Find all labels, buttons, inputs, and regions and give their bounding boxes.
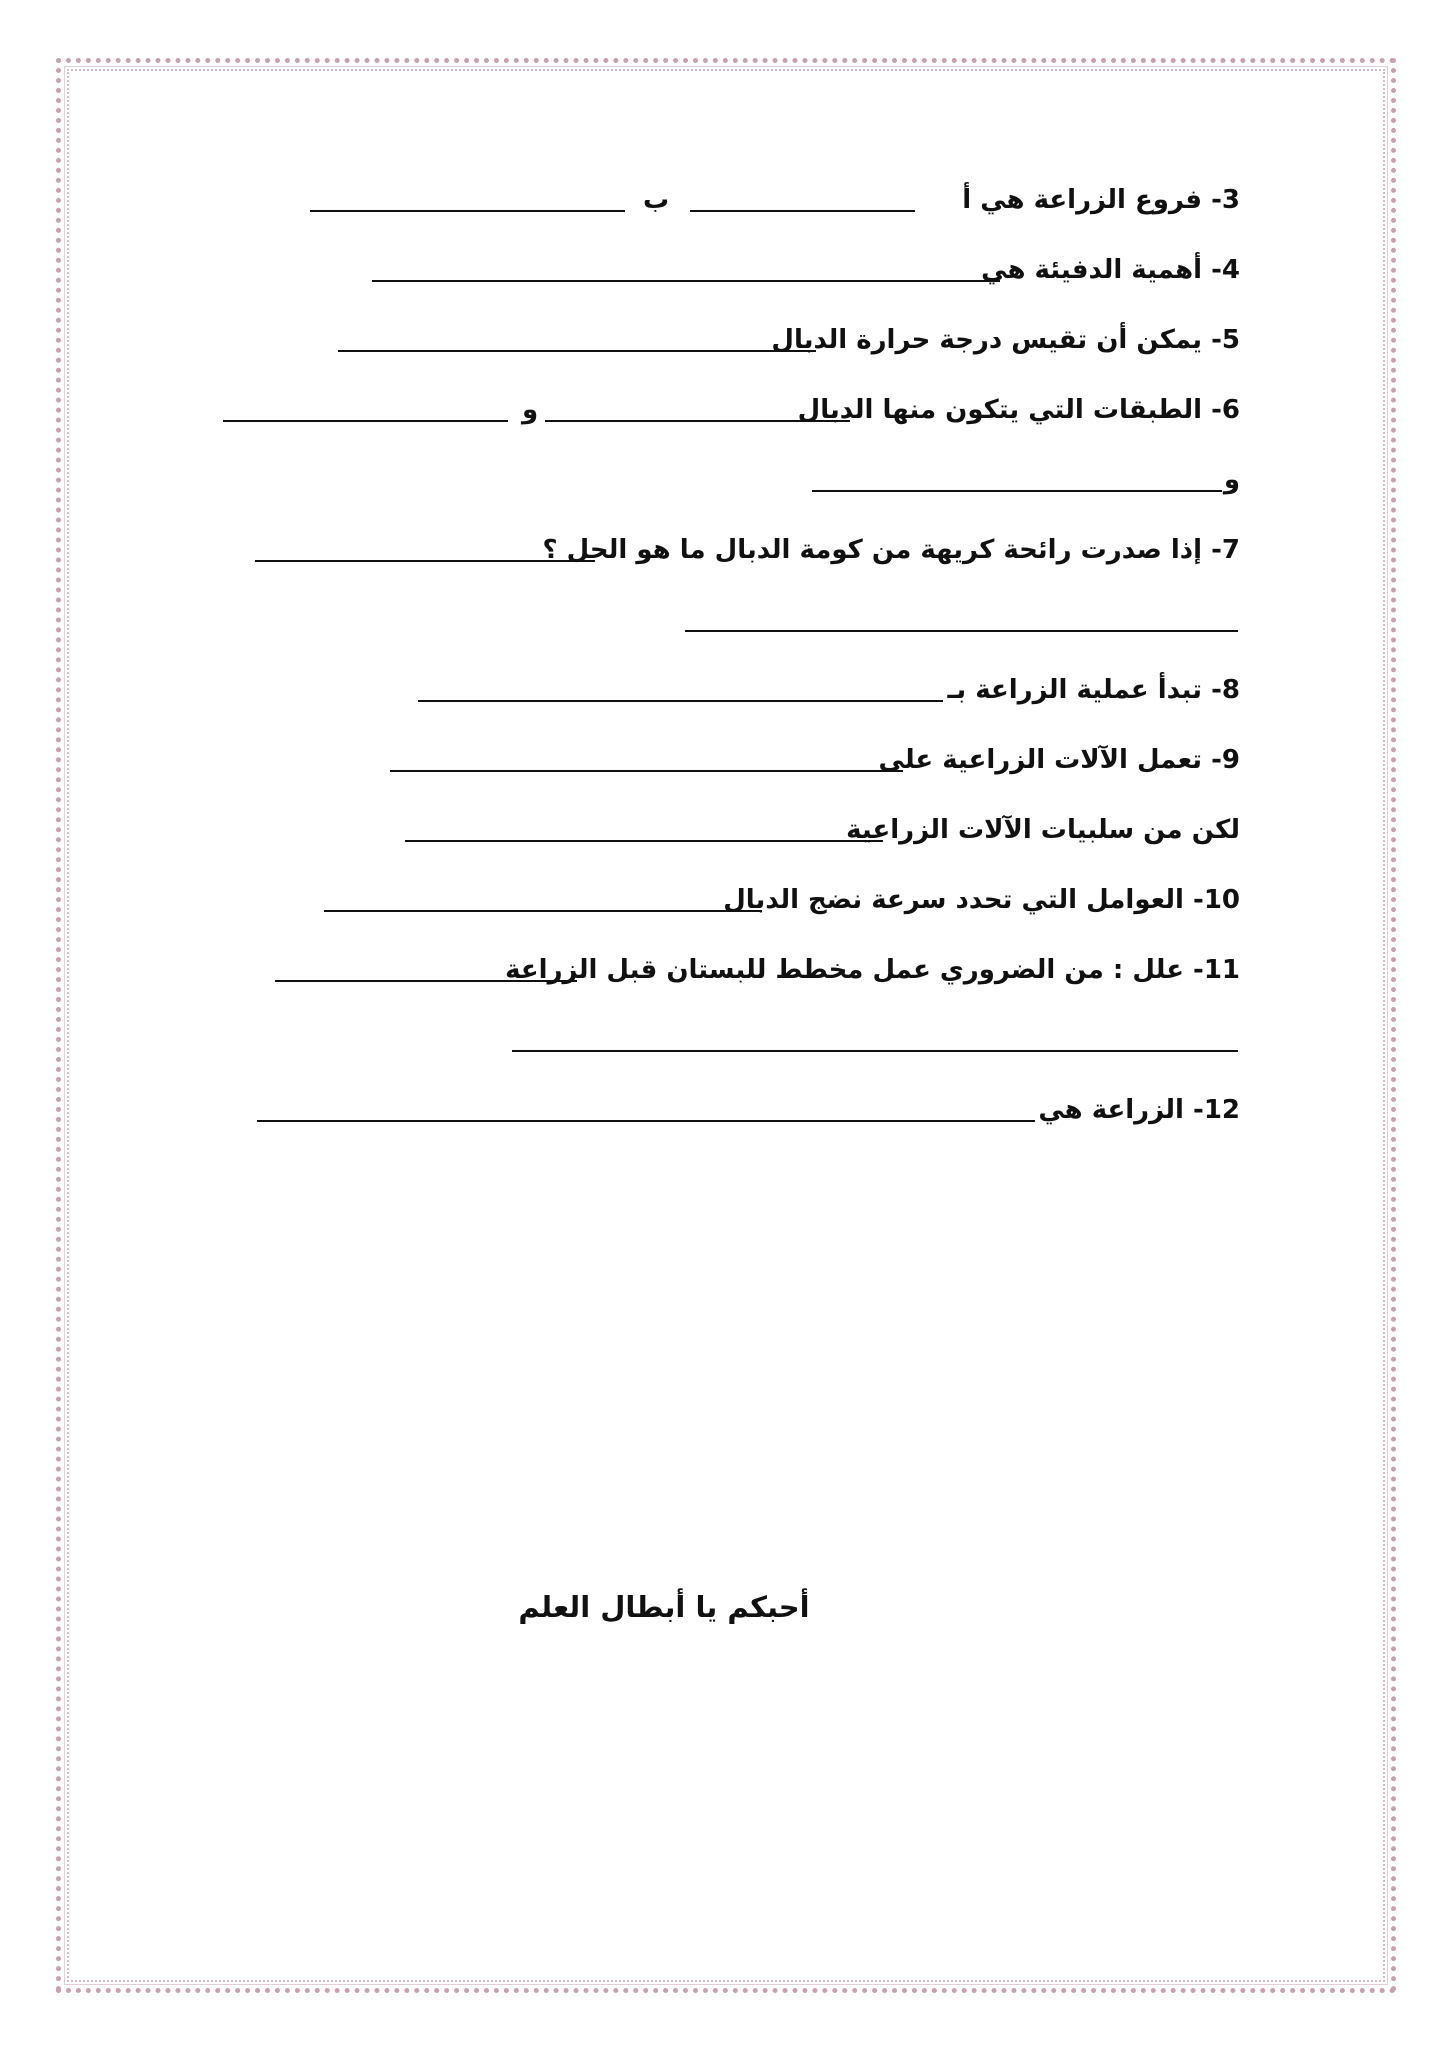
question-6-text: 6- الطبقات التي يتكون منها الدبال (797, 395, 1240, 425)
answer-blank[interactable] (545, 420, 850, 422)
answer-blank[interactable] (275, 980, 577, 982)
closing-message: أحبكم يا أبطال العلم (518, 1590, 810, 1624)
question-3-text: 3- فروع الزراعة هي أ (962, 185, 1240, 215)
question-6-next: و (1223, 465, 1240, 495)
question-9 (0, 740, 1448, 784)
question-8 (0, 670, 1448, 714)
question-8-text: 8- تبدأ عملية الزراعة بـ (947, 675, 1240, 705)
answer-blank[interactable] (255, 560, 595, 562)
answer-blank[interactable] (405, 840, 883, 842)
question-4 (0, 250, 1448, 294)
question-3-mid: ب (643, 185, 670, 215)
answer-blank[interactable] (812, 490, 1222, 492)
answer-blank[interactable] (685, 630, 1238, 632)
question-11 (0, 950, 1448, 994)
answer-blank[interactable] (223, 420, 508, 422)
answer-blank[interactable] (690, 210, 915, 212)
answer-blank[interactable] (512, 1050, 1238, 1052)
question-10 (0, 880, 1448, 924)
question-6-continued (0, 460, 1448, 504)
answer-blank[interactable] (257, 1120, 1035, 1122)
question-7-extra (0, 600, 1448, 644)
question-9-text: 9- تعمل الآلات الزراعية على (878, 745, 1240, 775)
answer-blank[interactable] (372, 280, 1000, 282)
answer-blank[interactable] (418, 700, 943, 702)
question-3 (0, 180, 1448, 224)
answer-blank[interactable] (310, 210, 625, 212)
answer-blank[interactable] (338, 350, 816, 352)
question-6-mid: و (522, 395, 539, 425)
question-5 (0, 320, 1448, 364)
question-9-next: لكن من سلبيات الآلات الزراعية (846, 815, 1240, 845)
question-11-extra (0, 1020, 1448, 1064)
question-7 (0, 530, 1448, 574)
question-7-text: 7- إذا صدرت رائحة كريهة من كومة الدبال ما هو الحل ؟ (542, 535, 1240, 565)
answer-blank[interactable] (390, 770, 903, 772)
question-4-text: 4- أهمية الدفيئة هي (981, 255, 1240, 285)
question-12-text: 12- الزراعة هي (1038, 1095, 1240, 1125)
question-10-text: 10- العوامل التي تحدد سرعة نضج الدبال (723, 885, 1240, 915)
question-11-text: 11- علل : من الضروري عمل مخطط للبستان قبل الزراعة (505, 955, 1240, 985)
question-5-text: 5- يمكن أن تقيس درجة حرارة الدبال (771, 325, 1240, 355)
question-9-continued (0, 810, 1448, 854)
answer-blank[interactable] (324, 910, 762, 912)
question-6 (0, 390, 1448, 434)
question-12 (0, 1090, 1448, 1134)
